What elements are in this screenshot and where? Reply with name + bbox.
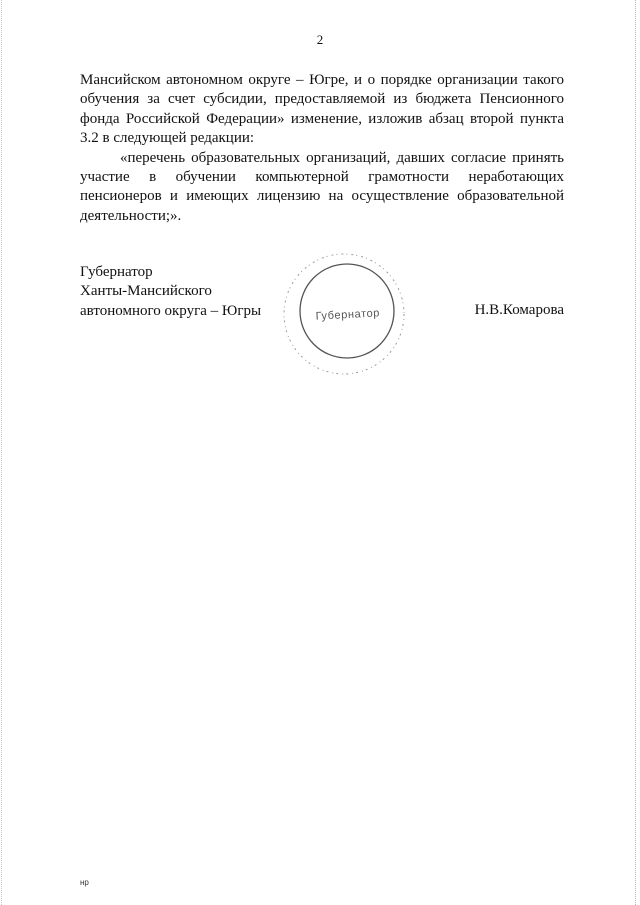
governor-seal-stamp — [281, 248, 411, 378]
body-paragraph-quote: «перечень образовательных организаций, давших согласие принять участие в обучении компьютерной грамотности неработающих пенсионеров и имеющих лицензию на осуществление образовательной деятельности;». — [80, 149, 564, 224]
page-left-edge — [1, 0, 3, 905]
page-number: 2 — [316, 32, 324, 47]
document-body — [80, 71, 564, 226]
signer-title — [80, 263, 261, 321]
seal-text: Губернатор — [315, 307, 381, 323]
signer-name: Н.В.Комарова — [474, 302, 564, 318]
signer-title-line: Губернатор — [80, 264, 153, 280]
signer-title-line: автономного округа – Югры — [80, 302, 262, 319]
signer-title-line: Ханты-Мансийского — [80, 283, 212, 300]
body-paragraph: Мансийском автономном округе – Югре, и о порядке организации такого обучения за счет субсидии, предоставляемой из бюджета Пенсионного фонда Российской Федерации» изменение, изложив абзац второй пункта 3.2 в следующей редакции: — [80, 72, 564, 147]
footer-mark: нр — [80, 878, 89, 887]
page-right-edge — [635, 0, 637, 905]
